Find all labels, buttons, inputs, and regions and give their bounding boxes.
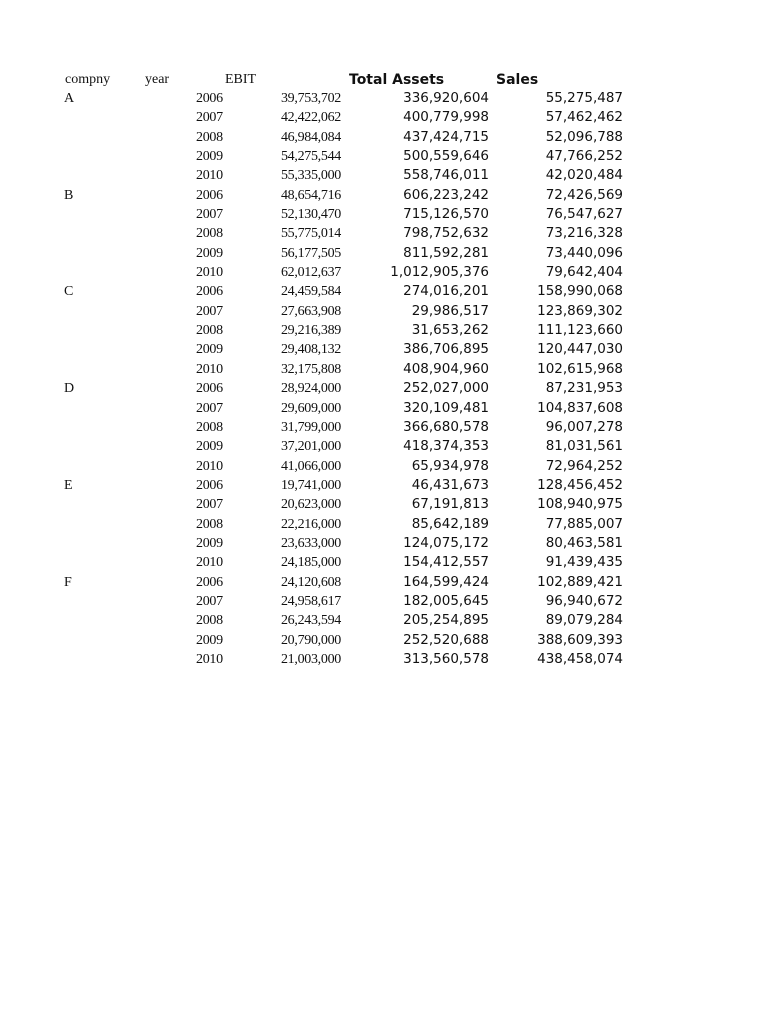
table-row bbox=[0, 476, 768, 495]
column-header-company: compny bbox=[65, 72, 111, 87]
table-header bbox=[0, 70, 768, 90]
ebit-cell: 24,120,608 bbox=[280, 574, 341, 590]
year-cell: 2008 bbox=[196, 323, 223, 339]
year-cell: 2007 bbox=[196, 593, 223, 609]
year-cell: 2009 bbox=[196, 535, 223, 551]
year-cell: 2008 bbox=[196, 419, 223, 435]
table-row bbox=[0, 166, 768, 185]
year-cell: 2007 bbox=[196, 400, 223, 416]
sales-cell: 123,869,302 bbox=[537, 302, 623, 319]
sales-cell: 76,547,627 bbox=[545, 206, 623, 223]
year-cell: 2006 bbox=[196, 477, 223, 493]
total-assets-cell: 205,254,895 bbox=[403, 612, 489, 629]
year-cell: 2008 bbox=[196, 516, 223, 532]
table-row bbox=[0, 495, 768, 514]
company-cell: B bbox=[64, 187, 74, 203]
year-cell: 2007 bbox=[196, 303, 223, 319]
sales-cell: 72,964,252 bbox=[545, 457, 623, 474]
sales-cell: 77,885,007 bbox=[545, 515, 623, 532]
year-cell: 2009 bbox=[196, 245, 223, 261]
total-assets-cell: 798,752,632 bbox=[403, 225, 489, 242]
ebit-cell: 29,408,132 bbox=[280, 342, 341, 358]
ebit-cell: 27,663,908 bbox=[280, 303, 341, 319]
ebit-cell: 28,924,000 bbox=[280, 381, 341, 397]
sales-cell: 55,275,487 bbox=[545, 90, 623, 106]
table-row bbox=[0, 553, 768, 572]
ebit-cell: 39,753,702 bbox=[280, 91, 341, 106]
total-assets-cell: 252,520,688 bbox=[403, 631, 489, 648]
sales-cell: 52,096,788 bbox=[545, 128, 623, 145]
ebit-cell: 24,185,000 bbox=[280, 555, 341, 571]
table-row bbox=[0, 592, 768, 611]
table-row bbox=[0, 186, 768, 205]
sales-cell: 104,837,608 bbox=[537, 399, 623, 416]
sales-cell: 128,456,452 bbox=[537, 476, 623, 493]
ebit-cell: 54,275,544 bbox=[280, 149, 341, 165]
total-assets-cell: 274,016,201 bbox=[403, 283, 489, 300]
table-row bbox=[0, 263, 768, 282]
table-row bbox=[0, 573, 768, 592]
ebit-cell: 55,335,000 bbox=[280, 168, 341, 184]
ebit-cell: 29,216,389 bbox=[280, 323, 341, 339]
column-header-total-assets: Total Assets bbox=[349, 72, 445, 88]
total-assets-cell: 85,642,189 bbox=[411, 515, 489, 532]
table-row bbox=[0, 611, 768, 630]
sales-cell: 438,458,074 bbox=[537, 650, 623, 667]
table-row bbox=[0, 418, 768, 437]
ebit-cell: 31,799,000 bbox=[280, 419, 341, 435]
total-assets-cell: 65,934,978 bbox=[411, 457, 489, 474]
sales-cell: 111,123,660 bbox=[537, 322, 623, 339]
year-cell: 2009 bbox=[196, 342, 223, 358]
ebit-cell: 48,654,716 bbox=[280, 187, 341, 203]
total-assets-cell: 67,191,813 bbox=[411, 496, 489, 513]
total-assets-cell: 811,592,281 bbox=[403, 244, 489, 261]
ebit-cell: 22,216,000 bbox=[280, 516, 341, 532]
ebit-cell: 52,130,470 bbox=[280, 207, 341, 223]
ebit-cell: 56,177,505 bbox=[280, 245, 341, 261]
ebit-cell: 19,741,000 bbox=[280, 477, 341, 493]
data-table-body bbox=[0, 89, 768, 669]
year-cell: 2007 bbox=[196, 110, 223, 126]
year-cell: 2006 bbox=[196, 381, 223, 397]
sales-cell: 79,642,404 bbox=[545, 264, 623, 281]
total-assets-cell: 252,027,000 bbox=[403, 380, 489, 397]
year-cell: 2010 bbox=[196, 361, 223, 377]
table-row bbox=[0, 457, 768, 476]
table-row bbox=[0, 379, 768, 398]
sales-cell: 96,007,278 bbox=[545, 418, 623, 435]
year-cell: 2010 bbox=[196, 555, 223, 571]
year-cell: 2009 bbox=[196, 632, 223, 648]
ebit-cell: 37,201,000 bbox=[280, 439, 341, 455]
sales-cell: 91,439,435 bbox=[545, 554, 623, 571]
total-assets-cell: 500,559,646 bbox=[403, 148, 489, 165]
table-row bbox=[0, 128, 768, 147]
year-cell: 2009 bbox=[196, 439, 223, 455]
ebit-cell: 21,003,000 bbox=[280, 651, 341, 667]
total-assets-cell: 46,431,673 bbox=[411, 476, 489, 493]
ebit-cell: 24,958,617 bbox=[280, 593, 341, 609]
table-row bbox=[0, 205, 768, 224]
ebit-cell: 46,984,084 bbox=[280, 129, 341, 145]
year-cell: 2007 bbox=[196, 207, 223, 223]
year-cell: 2010 bbox=[196, 651, 223, 667]
ebit-cell: 62,012,637 bbox=[280, 265, 341, 281]
year-cell: 2008 bbox=[196, 613, 223, 629]
company-cell: E bbox=[64, 477, 73, 493]
sales-cell: 57,462,462 bbox=[545, 109, 623, 126]
year-cell: 2006 bbox=[196, 187, 223, 203]
year-cell: 2007 bbox=[196, 497, 223, 513]
column-header-year: year bbox=[145, 72, 170, 87]
total-assets-cell: 154,412,557 bbox=[403, 554, 489, 571]
company-cell: A bbox=[64, 91, 75, 106]
sales-cell: 102,889,421 bbox=[537, 573, 623, 590]
total-assets-cell: 336,920,604 bbox=[403, 90, 489, 106]
ebit-cell: 20,790,000 bbox=[280, 632, 341, 648]
sales-cell: 87,231,953 bbox=[545, 380, 623, 397]
year-cell: 2008 bbox=[196, 226, 223, 242]
sales-cell: 42,020,484 bbox=[545, 167, 623, 184]
total-assets-cell: 408,904,960 bbox=[403, 360, 489, 377]
total-assets-cell: 606,223,242 bbox=[403, 186, 489, 203]
total-assets-cell: 320,109,481 bbox=[403, 399, 489, 416]
table-row bbox=[0, 534, 768, 553]
total-assets-cell: 313,560,578 bbox=[403, 650, 489, 667]
year-cell: 2006 bbox=[196, 284, 223, 300]
table-row bbox=[0, 360, 768, 379]
total-assets-cell: 558,746,011 bbox=[403, 167, 489, 184]
company-cell: C bbox=[64, 284, 74, 300]
sales-cell: 73,216,328 bbox=[545, 225, 623, 242]
sales-cell: 81,031,561 bbox=[545, 438, 623, 455]
column-header-sales: Sales bbox=[496, 72, 539, 88]
total-assets-cell: 1,012,905,376 bbox=[390, 264, 489, 281]
table-row bbox=[0, 108, 768, 127]
year-cell: 2006 bbox=[196, 91, 223, 106]
table-row bbox=[0, 515, 768, 534]
table-row bbox=[0, 650, 768, 669]
table-row bbox=[0, 282, 768, 301]
total-assets-cell: 400,779,998 bbox=[403, 109, 489, 126]
table-row bbox=[0, 244, 768, 263]
sales-cell: 89,079,284 bbox=[545, 612, 623, 629]
sales-cell: 96,940,672 bbox=[545, 592, 623, 609]
total-assets-cell: 715,126,570 bbox=[403, 206, 489, 223]
ebit-cell: 41,066,000 bbox=[280, 458, 341, 474]
sales-cell: 158,990,068 bbox=[537, 283, 623, 300]
total-assets-cell: 182,005,645 bbox=[403, 592, 489, 609]
column-header-ebit: EBIT bbox=[225, 72, 257, 87]
table-row bbox=[0, 224, 768, 243]
ebit-cell: 55,775,014 bbox=[280, 226, 341, 242]
year-cell: 2010 bbox=[196, 265, 223, 281]
total-assets-cell: 418,374,353 bbox=[403, 438, 489, 455]
sales-cell: 73,440,096 bbox=[545, 244, 623, 261]
table-row bbox=[0, 147, 768, 166]
ebit-cell: 42,422,062 bbox=[280, 110, 341, 126]
total-assets-cell: 124,075,172 bbox=[403, 534, 489, 551]
total-assets-cell: 386,706,895 bbox=[403, 341, 489, 358]
table-row bbox=[0, 302, 768, 321]
total-assets-cell: 29,986,517 bbox=[411, 302, 489, 319]
sales-cell: 120,447,030 bbox=[537, 341, 623, 358]
table-row bbox=[0, 321, 768, 340]
sales-cell: 47,766,252 bbox=[545, 148, 623, 165]
sales-cell: 72,426,569 bbox=[545, 186, 623, 203]
sales-cell: 108,940,975 bbox=[537, 496, 623, 513]
ebit-cell: 23,633,000 bbox=[280, 535, 341, 551]
year-cell: 2009 bbox=[196, 149, 223, 165]
ebit-cell: 20,623,000 bbox=[280, 497, 341, 513]
ebit-cell: 26,243,594 bbox=[280, 613, 341, 629]
table-row bbox=[0, 89, 768, 108]
sales-cell: 102,615,968 bbox=[537, 360, 623, 377]
company-cell: D bbox=[64, 381, 75, 397]
table-row bbox=[0, 399, 768, 418]
year-cell: 2010 bbox=[196, 168, 223, 184]
total-assets-cell: 164,599,424 bbox=[403, 573, 489, 590]
table-row bbox=[0, 340, 768, 359]
total-assets-cell: 31,653,262 bbox=[411, 322, 489, 339]
sales-cell: 388,609,393 bbox=[537, 631, 623, 648]
ebit-cell: 29,609,000 bbox=[280, 400, 341, 416]
ebit-cell: 24,459,584 bbox=[280, 284, 341, 300]
total-assets-cell: 437,424,715 bbox=[403, 128, 489, 145]
year-cell: 2008 bbox=[196, 129, 223, 145]
total-assets-cell: 366,680,578 bbox=[403, 418, 489, 435]
ebit-cell: 32,175,808 bbox=[280, 361, 341, 377]
year-cell: 2006 bbox=[196, 574, 223, 590]
table-row bbox=[0, 631, 768, 650]
company-cell: F bbox=[64, 574, 72, 590]
year-cell: 2010 bbox=[196, 458, 223, 474]
sales-cell: 80,463,581 bbox=[545, 534, 623, 551]
table-row bbox=[0, 437, 768, 456]
